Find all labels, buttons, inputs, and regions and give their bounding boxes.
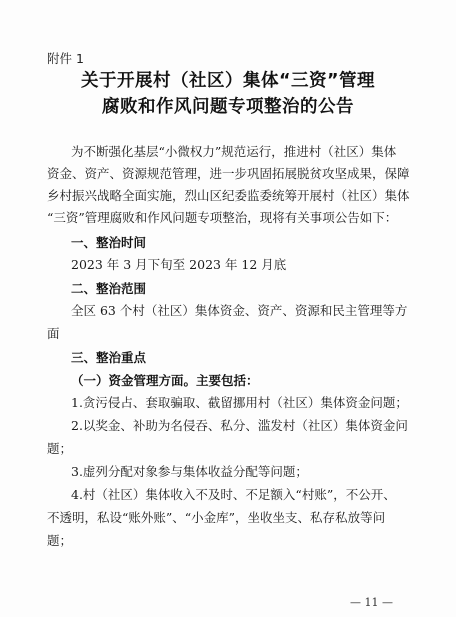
item-4-line-1: 4.村（社区）集体收入不及时、不足额入“村账”，不公开、: [71, 487, 396, 502]
item-1: 1.贪污侵占、套取骗取、截留挪用村（社区）集体资金问题；: [71, 395, 408, 410]
item-3: 3.虚列分配对象参与集体收益分配等问题；: [71, 464, 308, 479]
section-3-subheading: （一）资金管理方面。主要包括：: [71, 373, 259, 388]
item-4-line-3: 题；: [47, 533, 73, 548]
section-2-line-1: 全区 63 个村（社区）集体资金、资产、资源和民主管理等方: [71, 303, 408, 318]
item-2-line-2: 题；: [47, 441, 73, 456]
attachment-label: 附件 1: [47, 51, 84, 66]
page-number: — 11 —: [350, 596, 393, 609]
intro-line-3: 乡村振兴战略全面实施，烈山区纪委监委统筹开展村（社区）集体: [47, 188, 410, 203]
section-1-heading: 一、整治时间: [71, 235, 147, 250]
section-1-text: 2023 年 3 月下旬至 2023 年 12 月底: [71, 257, 287, 272]
section-3-heading: 三、整治重点: [71, 350, 147, 365]
document-title-line-1: 关于开展村（社区）集体“三资”管理: [80, 71, 375, 91]
intro-line-4: “三资”管理腐败和作风问题专项整治，现将有关事项公告如下：: [47, 210, 398, 225]
section-2-line-2: 面: [47, 326, 60, 341]
intro-line-1: 为不断强化基层“小微权力”规范运行，推进村（社区）集体: [71, 144, 397, 159]
item-2-line-1: 2.以奖金、补助为名侵吞、私分、滥发村（社区）集体资金问: [71, 418, 408, 433]
intro-line-2: 资金、资产、资源规范管理，进一步巩固拓展脱贫攻坚成果，保障: [47, 166, 410, 181]
item-4-line-2: 不透明，私设“账外账”、“小金库”，坐收坐支、私存私放等问: [47, 510, 386, 525]
section-2-heading: 二、整治范围: [71, 281, 147, 296]
document-title-line-2: 腐败和作风问题专项整治的公告: [102, 97, 354, 117]
